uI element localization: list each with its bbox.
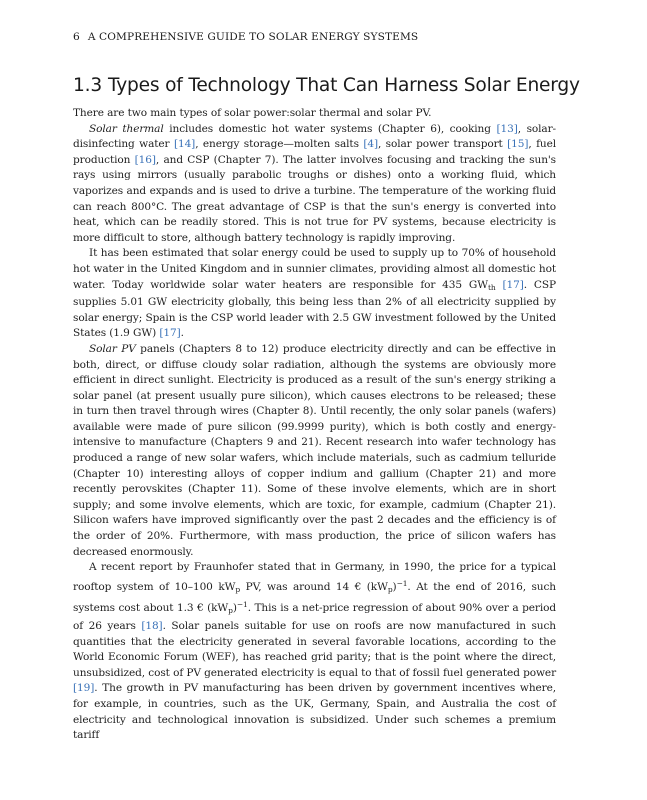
text-run: . [180, 327, 184, 340]
running-header [73, 31, 573, 43]
term-solar-pv: Solar PV [89, 342, 136, 355]
subscript: p [235, 584, 241, 594]
running-title: A COMPREHENSIVE GUIDE TO SOLAR ENERGY SYSTEMS [87, 31, 419, 43]
citation-link[interactable]: [17] [502, 278, 524, 291]
section-number: 1.3 [73, 75, 102, 96]
text-run: , solar power transport [377, 138, 508, 151]
citation-link[interactable]: [15] [507, 138, 529, 151]
text-run: includes domestic hot water systems (Chapter 6), cooking [163, 122, 497, 135]
page-number: 6 [73, 31, 80, 43]
text-run: PV, was around 14 € (kW [240, 580, 388, 593]
text-run: panels (Chapters 8 to 12) produce electricity directly and can be effective in both, direct, or diffuse cloudy solar radiation, although the systems are obviously more efficient in direct sunlight. Electricity is produced as a result of the sun's energy striking a solar panel (at present usually pure silicon), which causes electrons to be released; these in turn then travel through wires (Chapter 8). Until recently, the only solar panels (wafers) available were made of pure silicon (99.9999 purity), which is both costly and energy-intensive to manufacture (Chapters 9 and 21). Recent research into wafer technology has produced a range of new solar wafers, which include materials, such as cadmium telluride (Chapter 10) interesting alloys of copper indium and gallium (Chapter 21) and more recently perovskites (Chapter 11). Some of these involve elements, which are in short supply; and some involve elements, which are toxic, for example, cadmium (Chapter 21). Silicon wafers have improved significantly over the past 2 decades and the efficiency is of the order of 20%. Furthermore, with mass production, the price of silicon wafers has decreased enormously. [73, 342, 556, 558]
paragraph-intro [73, 106, 556, 122]
text-run: . At the end of 2016, such systems cost about 1.3 € (kW [73, 580, 556, 615]
body-text [73, 106, 556, 744]
text-run: . This is a net-price regression of about 90% over a period of 26 years [73, 602, 556, 632]
text-run [496, 279, 503, 291]
citation-link[interactable]: [13] [496, 122, 518, 135]
text-run: . CSP supplies 5.01 GW electricity globally, this being less than 2% of all electricity supplied by solar energy; Spain is the CSP world leader with 2.5 GW investment followed by the United States (1.9 GW) [73, 278, 556, 340]
paragraph-solar-pv [73, 342, 556, 560]
paragraph-fraunhofer [73, 560, 556, 744]
citation-link[interactable]: [19] [73, 682, 95, 695]
section-title-text: Types of Technology That Can Harness Solar Energy [107, 75, 580, 96]
text-run: . The growth in PV manufacturing has been driven by government incentives where, for example, in countries, such as the UK, Germany, Spain, and Australia the cost of electricity and technological innovation is subsidized. Under such schemes a premium tariff [73, 682, 556, 742]
text-run: A recent report by Fraunhofer stated that in Germany, in 1990, the price for a typical rooftop system of 10–100 kW [73, 561, 556, 593]
citation-link[interactable]: [18] [141, 620, 163, 632]
text-run: , and CSP (Chapter 7). The latter involves focusing and tracking the sun's rays using mirrors (usually parabolic troughs or dishes) onto a working fluid, which vaporizes and expands and is used to drive a turbine. The temperature of the working fluid can reach 800°C. The great advantage of CSP is that the sun's energy is converted into heat, which can be readily stored. This is not true for PV systems, because electricity is more difficult to store, although battery technology is rapidly improving. [73, 153, 556, 244]
term-solar-thermal: Solar thermal [89, 122, 164, 135]
text-run: . Solar panels suitable for use on roofs are now manufactured in such quantities that the electricity generated in several favorable locations, according to the World Economic Forum (WEF), has reached grid parity; that is the point where the direct, unsubsidized, cost of PV generated electricity is equal to that of fossil fuel generated power [73, 620, 557, 679]
text-run: ) [232, 602, 237, 615]
citation-link[interactable]: [16] [134, 153, 156, 166]
text-run: It has been estimated that solar energy could be used to supply up to 70% of household hot water in the United Kingdom and in sunnier climates, providing almost all domestic hot water. Today worldwide solar water heaters are responsible for 435 GW [73, 247, 556, 291]
citation-link[interactable]: [14] [173, 138, 196, 151]
paragraph-intro-text: There are two main types of solar power:solar thermal and solar PV. [73, 107, 432, 119]
text-run: , energy storage—molten salts [195, 138, 364, 151]
citation-link[interactable]: [17] [159, 327, 181, 340]
text-run: , solar-disinfecting water [73, 122, 557, 151]
citation-link[interactable]: [4] [363, 138, 378, 151]
paragraph-solar-thermal [73, 122, 556, 247]
subscript: p [228, 606, 233, 616]
superscript: −1 [396, 578, 408, 588]
subscript: p [387, 584, 393, 594]
section-heading [73, 75, 613, 96]
text-run: , fuel production [73, 138, 556, 166]
subscript: th [487, 282, 496, 292]
text-run: ) [392, 580, 397, 593]
superscript: −1 [236, 600, 248, 610]
paragraph-solar-estimates [73, 246, 556, 342]
